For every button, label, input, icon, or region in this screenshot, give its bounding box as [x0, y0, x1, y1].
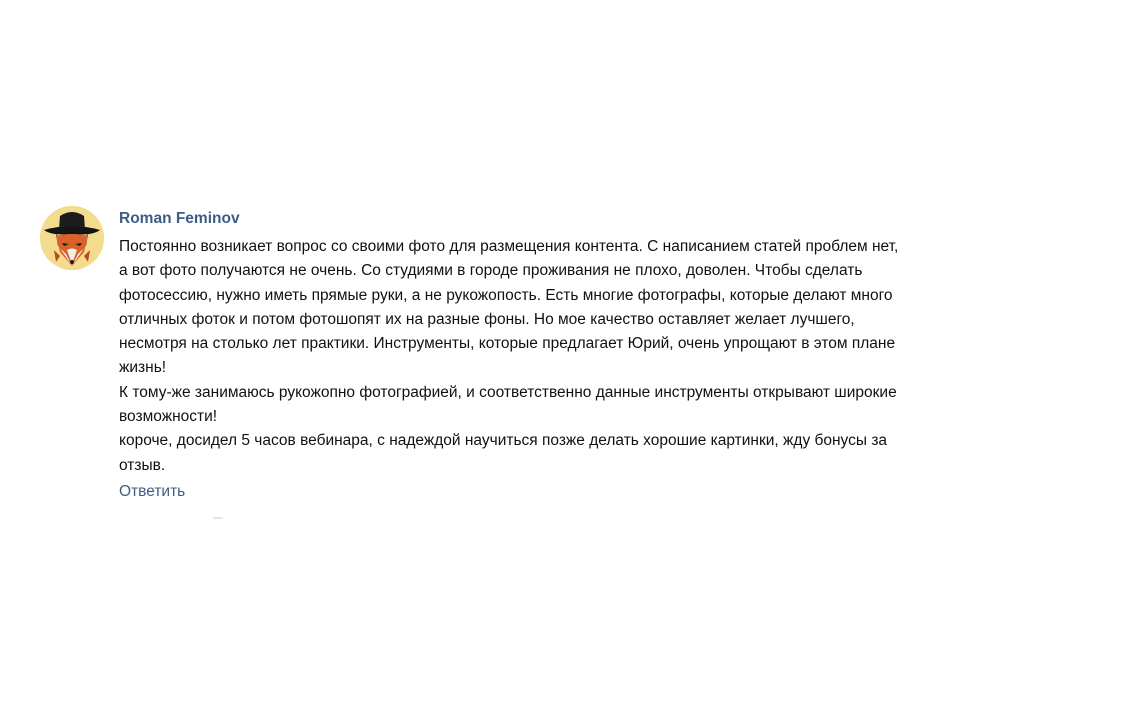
- reply-link[interactable]: Ответить: [119, 482, 186, 500]
- fox-in-hat-avatar-icon: [40, 206, 104, 270]
- divider-fragment: [213, 517, 223, 519]
- comment-paragraph-2: К тому-же занимаюсь рукожопно фотографией, и соответственно данные инструменты открывают широкие возможности!: [119, 383, 897, 426]
- comment-body: [119, 206, 1040, 502]
- avatar[interactable]: [40, 206, 104, 270]
- author-name-link[interactable]: Roman Feminov: [119, 210, 240, 227]
- comment-paragraph-1: Постоянно возникает вопрос со своими фото для размещения контента. С написанием статей проблем нет, а вот фото получаются не очень. Со студиями в городе проживания не плохо, доволен. Чтобы сделать фотосессию, нужно иметь прямые руки, а не рукожопость. Есть многие фотографы, которые делают много отличных фоток и потом фотошопят их на разные фоны. Но мое качество оставляет желает лучшего, несмотря на столько лет практики. Инструменты, которые предлагает Юрий, очень упрощают в этом плане жизнь!: [119, 238, 899, 377]
- comment-text: [119, 235, 1009, 478]
- comment: [40, 206, 1040, 502]
- comment-paragraph-3: короче, досидел 5 часов вебинара, с надеждой научиться позже делать хорошие картинки, жду бонусы за отзыв.: [119, 432, 888, 474]
